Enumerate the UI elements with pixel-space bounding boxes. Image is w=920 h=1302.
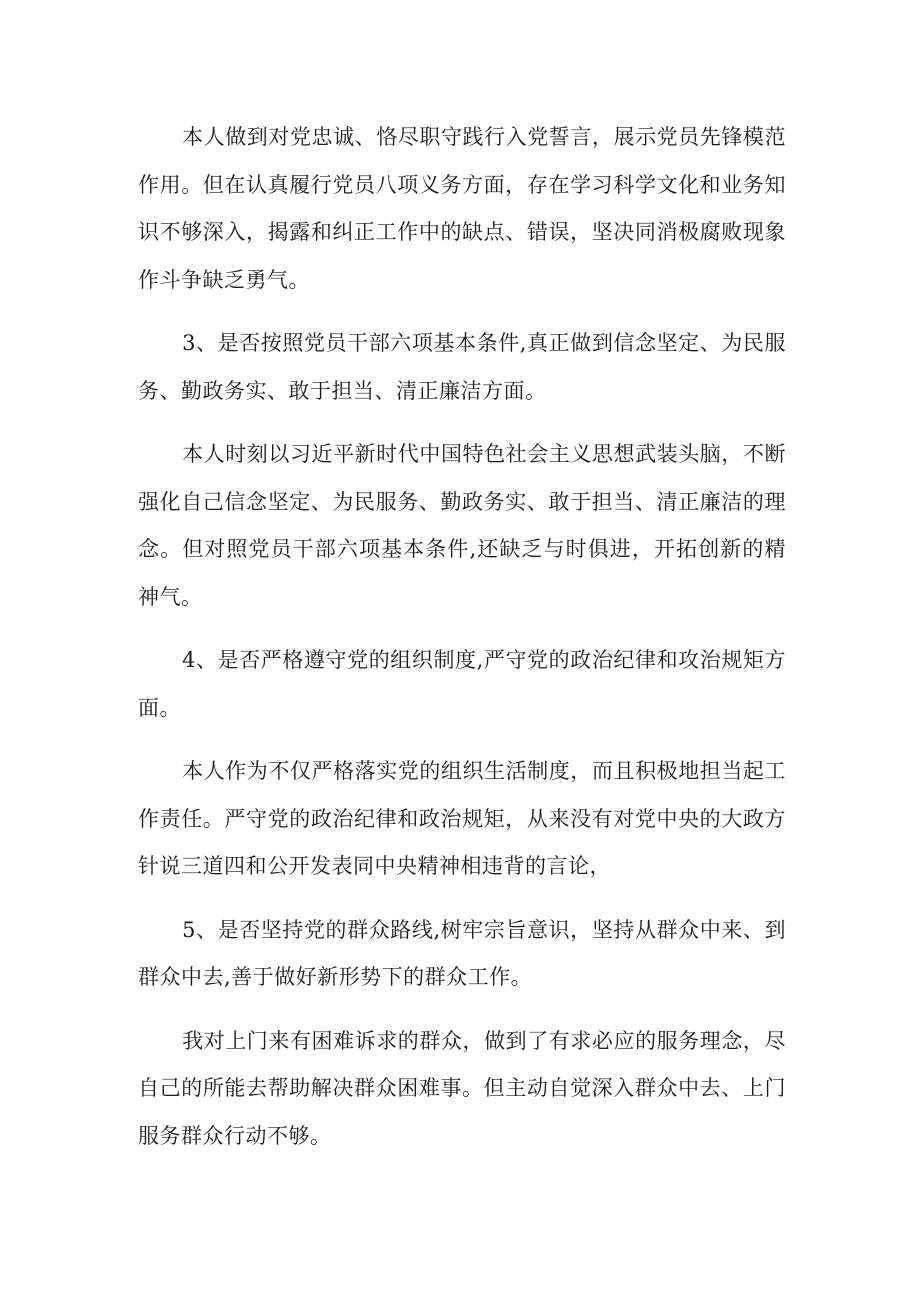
paragraph-2: 3、是否按照党员干部六项基本条件,真正做到信念坚定、为民服务、勤政务实、敢于担当、清正廉洁方面。: [138, 331, 786, 403]
paragraph-5: 本人作为不仅严格落实党的组织生活制度，而且积极地担当起工作责任。严守党的政治纪律和政治规矩，从来没有对党中央的大政方针说三道四和公开发表同中央精神相违背的言论，: [138, 759, 786, 878]
paragraph-6: 5、是否坚持党的群众路线,树牢宗旨意识，坚持从群众中来、到群众中去,善于做好新形势下的群众工作。: [138, 917, 786, 989]
paragraph-3: 本人时刻以习近平新时代中国特色社会主义思想武装头脑，不断强化自己信念坚定、为民服务、勤政务实、敢于担当、清正廉洁的理念。但对照党员干部六项基本条件,还缺乏与时俱进，开拓创新的精神气。: [138, 442, 786, 609]
document-body: [138, 114, 786, 1176]
paragraph-4: 4、是否严格遵守党的组织制度,严守党的政治纪律和攻治规矩方面。: [138, 648, 786, 720]
paragraph-1: 本人做到对党忠诚、恪尽职守践行入党誓言，展示党员先锋模范作用。但在认真履行党员八项义务方面，存在学习科学文化和业务知识不够深入，揭露和纠正工作中的缺点、错误，坚决同消极腐败现象作斗争缺乏勇气。: [138, 125, 786, 292]
paragraph-7: 我对上门来有困难诉求的群众，做到了有求必应的服务理念，尽自己的所能去帮助解决群众困难事。但主动自觉深入群众中去、上门服务群众行动不够。: [138, 1028, 786, 1148]
